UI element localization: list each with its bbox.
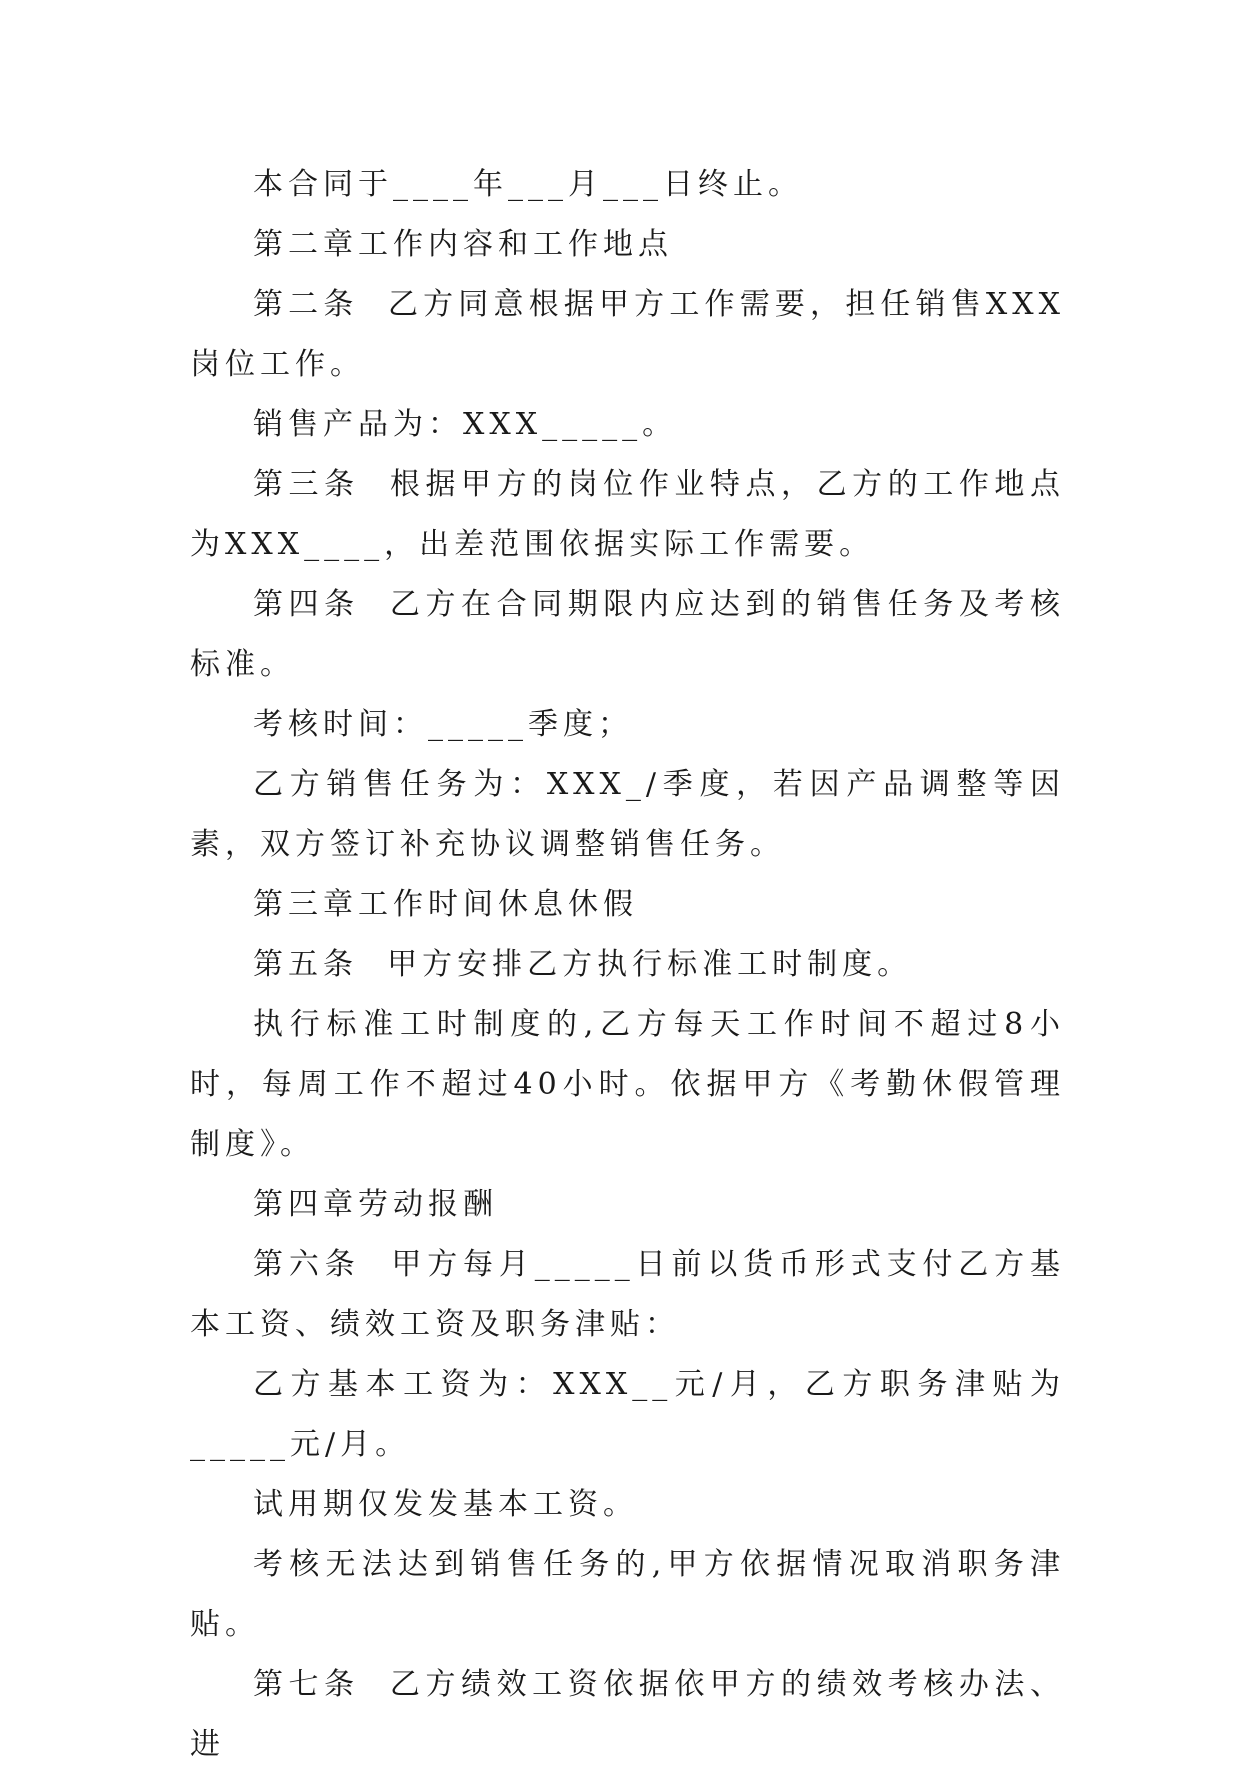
document-body bbox=[190, 155, 1065, 1775]
chapter-4-heading: 第四章劳动报酬 bbox=[253, 1187, 498, 1222]
paragraph-allowance-cancel: 考核无法达到销售任务的,甲方依据情况取消职务津贴。 bbox=[190, 1547, 1065, 1642]
paragraph-base-salary: 乙方基本工资为：XXX__元/月，乙方职务津贴为_____元/月。 bbox=[190, 1367, 1065, 1462]
article-2: 第二条 乙方同意根据甲方工作需要，担任销售XXX岗位工作。 bbox=[190, 287, 1065, 382]
article-5: 第五条 甲方安排乙方执行标准工时制度。 bbox=[253, 947, 913, 982]
paragraph-probation-pay: 试用期仅发发基本工资。 bbox=[253, 1487, 638, 1522]
chapter-2-heading: 第二章工作内容和工作地点 bbox=[253, 227, 673, 262]
paragraph-sales-product: 销售产品为：XXX_____。 bbox=[253, 407, 678, 442]
paragraph-assessment-time: 考核时间：_____季度； bbox=[253, 707, 633, 742]
article-7: 第七条 乙方绩效工资依据依甲方的绩效考核办法、进 bbox=[190, 1667, 1065, 1762]
paragraph-working-hours: 执行标准工时制度的,乙方每天工作时间不超过8小时，每周工作不超过40小时。依据甲方《考勤休假管理制度》。 bbox=[190, 1007, 1065, 1162]
article-4: 第四条 乙方在合同期限内应达到的销售任务及考核标准。 bbox=[190, 587, 1065, 682]
article-6: 第六条 甲方每月_____日前以货币形式支付乙方基本工资、绩效工资及职务津贴： bbox=[190, 1247, 1065, 1342]
article-3: 第三条 根据甲方的岗位作业特点，乙方的工作地点为XXX____，出差范围依据实际工作需要。 bbox=[190, 467, 1065, 562]
paragraph-termination-date: 本合同于____年___月___日终止。 bbox=[253, 167, 803, 202]
chapter-3-heading: 第三章工作时间休息休假 bbox=[253, 887, 638, 922]
paragraph-sales-target: 乙方销售任务为：XXX_/季度，若因产品调整等因素，双方签订补充协议调整销售任务。 bbox=[190, 767, 1065, 862]
